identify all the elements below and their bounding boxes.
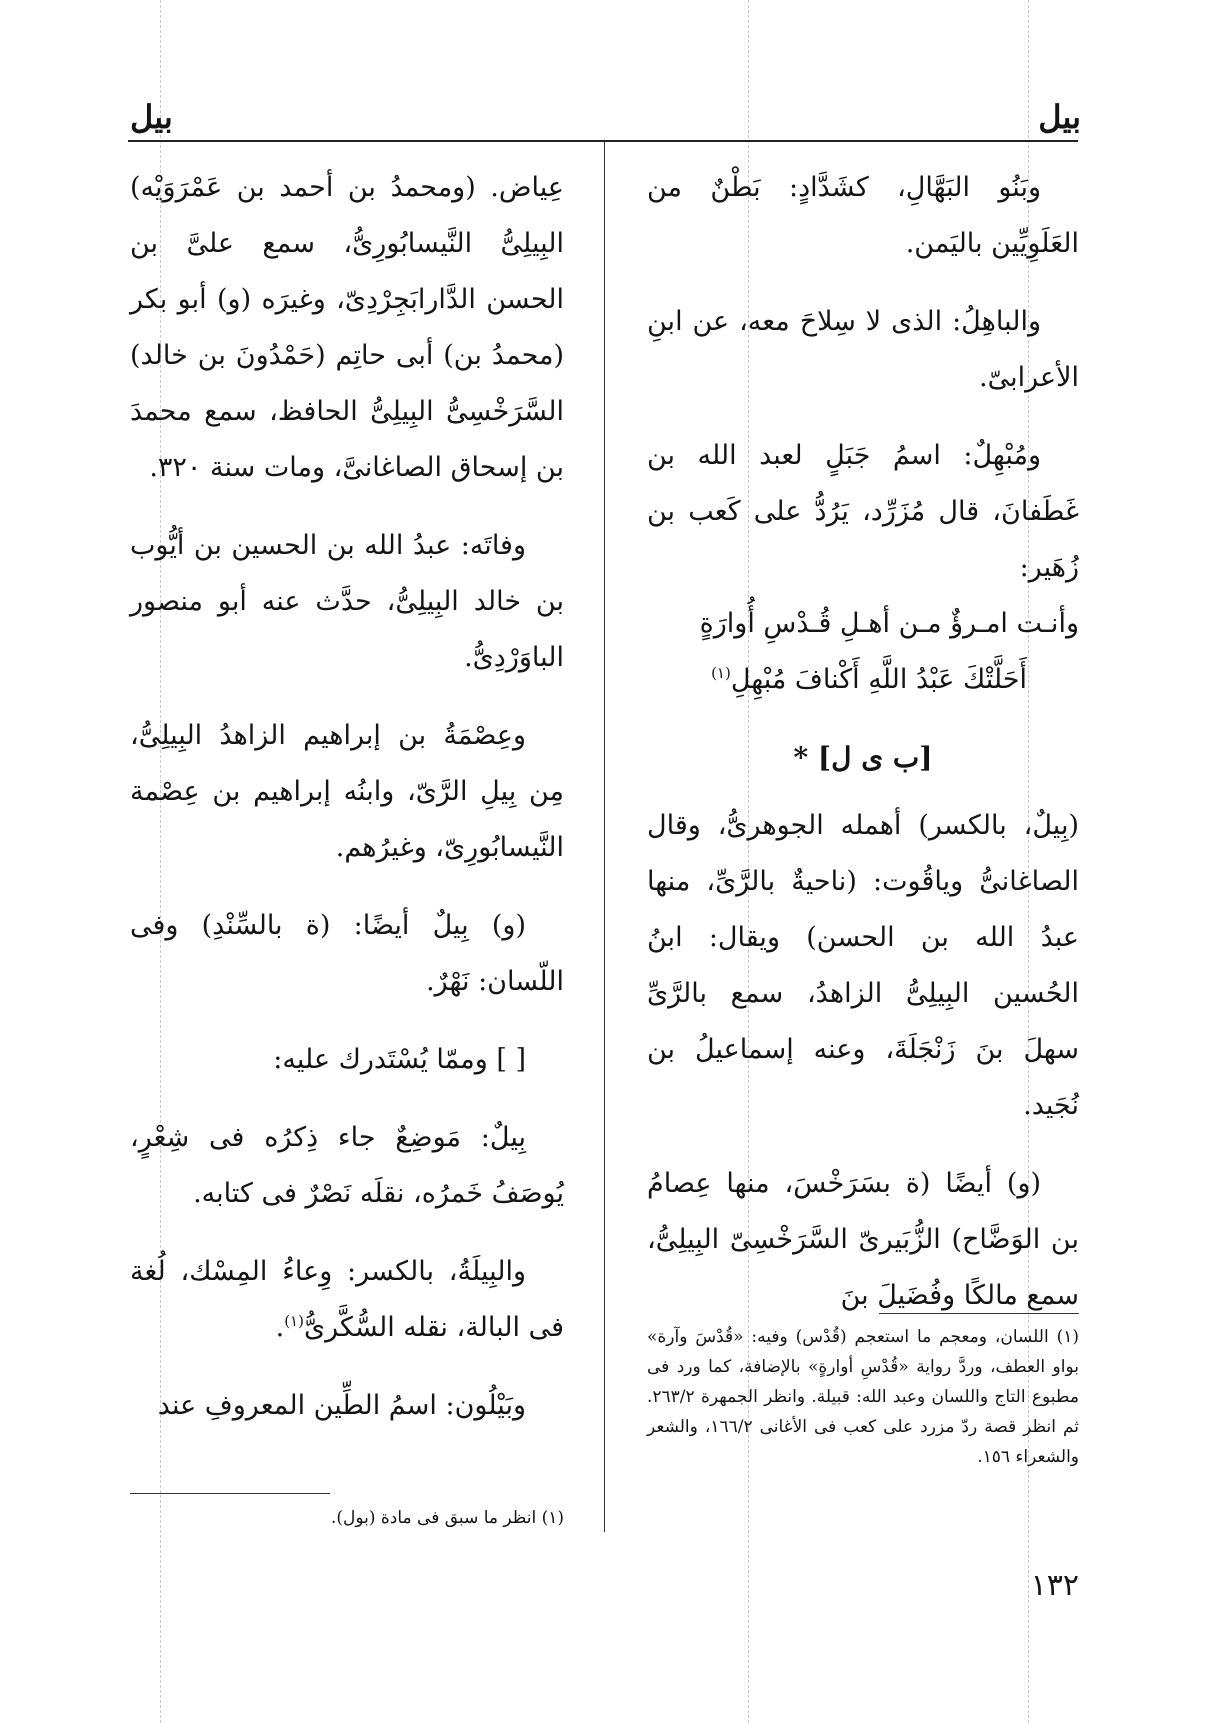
left-column (130, 160, 564, 1456)
entry-paragraph: ومُبْهِلٌ: اسمُ جَبَلٍ لعبد الله بن غَطَفانَ، قال مُزَرِّد، يَرُدُّ على كَعب بن زُهَير: (647, 440, 1079, 583)
verse-line-2 (647, 652, 1079, 708)
footnote-rule-right (879, 1313, 1079, 1314)
verse-line-1: وأنـت امـرؤٌ مـن أهـلِ قُـدْسِ أُوارَةٍ (699, 608, 1079, 639)
root-heading: [ب ى ل] * (793, 741, 933, 774)
right-column (647, 160, 1079, 1346)
entry-paragraph-text: والبِيلَةُ، بالكسر: وِعاءُ المِسْك، لُغة فى البالة، نقله السُّكَّرىُّ (130, 1256, 564, 1343)
entry-paragraph: (بِيلٌ، بالكسر) أهمله الجوهرىُّ، وقال الصاغانىُّ وياقُوت: (ناحيةٌ بالرَّىِّ، منها عبدُ الله بن الحسن) ويقال: ابنُ الحُسين البِيلِىُّ الزاهدُ، سمع بالرَّىِّ سهلَ بنَ زَنْجَلَةَ، وعنه إسماعيلُ بن نُجَيد. (647, 810, 1079, 1121)
footnote-right: (١) اللسان، ومعجم ما استعجم (قُدْس) وفيه: «قُدْسَ وآرة» بواو العطف، وردَّ رواية «قُدْسِ أوارةٍ» بالإضافة، كما ورد فى مطبوع التاج واللسان وعبد الله: قبيلة. وانظر الجمهرة ٢٦٣/٢. ثم انظر قصة ردّ مزرد على كعب فى الأغانى ١٦٦/٢، والشعر والشعراء ١٥٦. (647, 1327, 1079, 1467)
footnote-left: (١) انظر ما سبق فى مادة (بول). (330, 1508, 564, 1528)
entry-paragraph: وبَيْلُون: اسمُ الطِّين المعروفِ عند (157, 1390, 526, 1421)
footnote-rule-left (130, 1493, 330, 1494)
entry-paragraph: وفاتَه: عبدُ الله بن الحسين بن أيُّوب بن خالد البِيلِىُّ، حدَّث عنه أبو منصور الباوَرْدِىُّ. (130, 530, 564, 673)
column-divider (604, 142, 605, 1532)
addendum-heading: [ ] وممّا يُسْتَدرك عليه: (273, 1044, 526, 1075)
running-head-right: بيل (1038, 98, 1081, 136)
page-number: ١٣٢ (1030, 1568, 1079, 1603)
entry-paragraph: وعِصْمَةُ بن إبراهيم الزاهدُ البِيلِىُّ، مِن بِيلِ الرَّىّ، وابنُه إبراهيم بن عِصْمة النَّيسابُورِىّ، وغيرُهم. (130, 720, 564, 863)
running-head-left: بيل (130, 98, 173, 136)
entry-paragraph: والباهِلُ: الذى لا سِلاحَ معه، عن ابنِ الأعرابىّ. (647, 306, 1079, 393)
entry-paragraph: بِيلٌ: مَوضِعٌ جاء ذِكرُه فى شِعْرٍ، يُوصَفُ خَمرُه، نقلَه نَصْرٌ فى كتابه. (130, 1122, 564, 1209)
sentence-end: . (275, 1312, 285, 1343)
verse-line-2-text: أَحَلَّتْكَ عَبْدُ اللَّهِ أَكْنافَ مُبْهِلِ (730, 664, 1027, 695)
entry-paragraph (130, 1244, 564, 1356)
footnote-marker: (١) (711, 664, 731, 682)
entry-paragraph: وبَنُو البَهَّالِ، كشَدَّادٍ: بَطْنٌ من العَلَوِيِّين باليَمن. (647, 172, 1079, 259)
entry-paragraph: (و) أيضًا (ة بسَرَخْسَ، منها عِصامُ بن الوَضَّاح) الزُّبَيرىّ السَّرَخْسِىّ البِيلِىُّ، سمع مالكًا وفُضَيلَ بنَ (647, 1168, 1079, 1311)
header-rule (128, 140, 1078, 142)
footnote-marker: (١) (284, 1312, 304, 1330)
entry-paragraph: (و) بِيلٌ أيضًا: (ة بالسِّنْدِ) وفى اللّسان: نَهْرٌ. (130, 910, 564, 997)
entry-paragraph: عِياض. (ومحمدُ بن أحمد بن عَمْرَوَيْه) البِيلِىُّ النَّيسابُورِىُّ، سمع علىَّ بن الحسن الدَّارابَجِرْدِىّ، وغيرَه (و) أبو بكر (محمدُ بن) أبى حاتِم (حَمْدُونَ بن خالد) السَّرَخْسِىُّ البِيلِىُّ الحافظ، سمع محمدَ بن إسحاق الصاغانىَّ، ومات سنة ٣٢٠. (130, 172, 564, 483)
